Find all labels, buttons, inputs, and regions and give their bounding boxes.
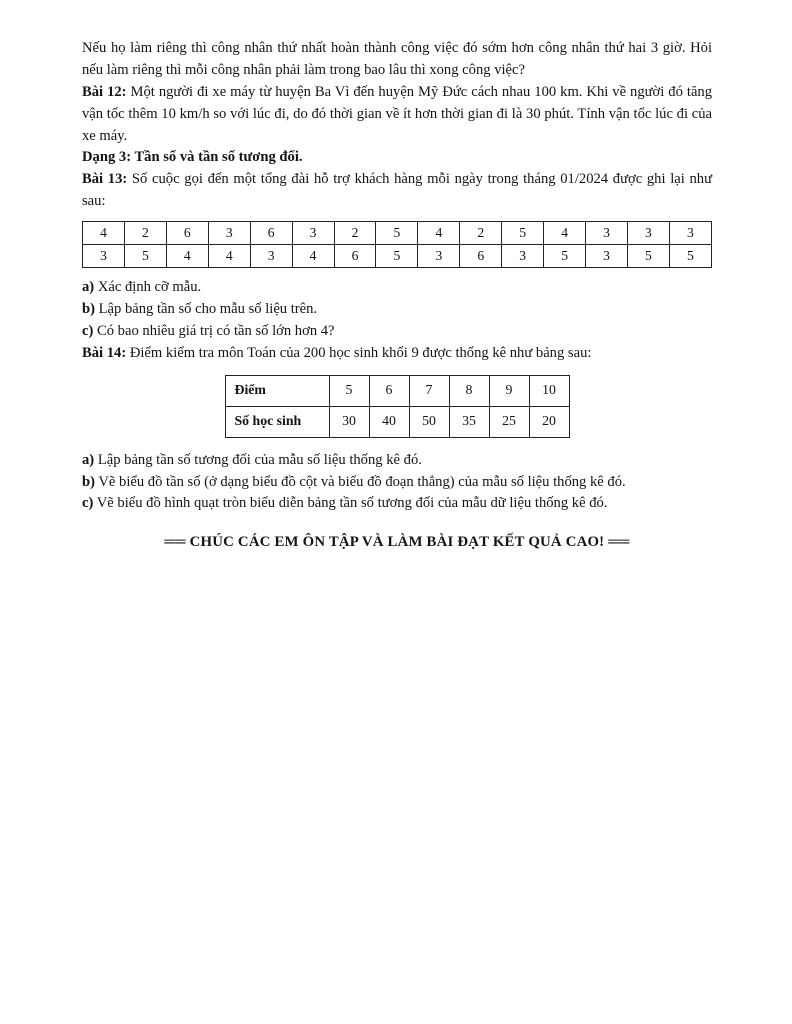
- table-cell: 4: [292, 245, 334, 268]
- table-cell: 6: [369, 375, 409, 406]
- table-cell: 5: [544, 245, 586, 268]
- problem-14-paragraph: [82, 343, 712, 365]
- problem-13-item-b: b) Lập bảng tần số cho mẫu số liệu trên.: [82, 301, 318, 318]
- problem-14-item-c: c) Vẽ biểu đồ hình quạt tròn biểu diễn bảng tần số tương đối của mẫu dữ liệu thống kê đó.: [82, 495, 608, 512]
- table-row: [83, 222, 712, 245]
- table-cell: 5: [502, 222, 544, 245]
- table-cell: 3: [586, 222, 628, 245]
- table-cell: 2: [460, 222, 502, 245]
- table-cell: 40: [369, 406, 409, 437]
- table-cell: 4: [418, 222, 460, 245]
- table-cell: 50: [409, 406, 449, 437]
- problem-13-item-c: c) Có bao nhiêu giá trị có tần số lớn hơn 4?: [82, 322, 335, 339]
- table-cell: 8: [449, 375, 489, 406]
- table-cell: 3: [250, 245, 292, 268]
- table-cell: 5: [329, 375, 369, 406]
- problem-14-item-a: a) Lập bảng tần số tương đối của mẫu số liệu thống kê đó.: [82, 451, 422, 468]
- problem-14-label: Bài 14:: [82, 344, 127, 361]
- table-cell: 3: [83, 245, 125, 268]
- closing-message: [82, 531, 712, 553]
- table-cell: 9: [489, 375, 529, 406]
- scores-data-table: [225, 375, 570, 438]
- table-row: [225, 375, 569, 406]
- problem-14-text: Điểm kiểm tra môn Toán của 200 học sinh khối 9 được thống kê như bảng sau:: [126, 344, 592, 361]
- problem-13-item-a: a) Xác định cỡ mẫu.: [82, 279, 202, 296]
- problem-12-paragraph: [82, 82, 712, 148]
- table-cell: 4: [208, 245, 250, 268]
- table-header-cell: Điểm: [225, 375, 329, 406]
- problem-12-label: Bài 12:: [82, 83, 127, 100]
- intro-paragraph: Nếu họ làm riêng thì công nhân thứ nhất hoàn thành công việc đó sớm hơn công nhân thứ hai 3 giờ. Hỏi nếu làm riêng thì mỗi công nhân phải làm trong bao lâu thì xong công việc?: [82, 40, 712, 78]
- problem-13-text: Số cuộc gọi đến một tổng đài hỗ trợ khách hàng mỗi ngày trong tháng 01/2024 được ghi lại như sau:: [82, 171, 712, 210]
- table-cell: 5: [669, 245, 711, 268]
- table-cell: 5: [627, 245, 669, 268]
- table-cell: 5: [376, 222, 418, 245]
- table-cell: 25: [489, 406, 529, 437]
- table-cell: 35: [449, 406, 489, 437]
- table-cell: 3: [627, 222, 669, 245]
- table-header-cell: Số học sinh: [225, 406, 329, 437]
- table-cell: 6: [334, 245, 376, 268]
- table-row: [225, 406, 569, 437]
- problem-13-label: Bài 13:: [82, 171, 128, 188]
- table-cell: 4: [83, 222, 125, 245]
- table-cell: 3: [292, 222, 334, 245]
- table-cell: 10: [529, 375, 569, 406]
- problem-14-item-b: b) Vẽ biểu đồ tần số (ở dạng biểu đồ cột và biểu đồ đoạn thẳng) của mẫu số liệu thống kê đó.: [82, 473, 626, 490]
- table-cell: 30: [329, 406, 369, 437]
- table-cell: 2: [124, 222, 166, 245]
- table-cell: 3: [586, 245, 628, 268]
- table-cell: 6: [250, 222, 292, 245]
- table-cell: 7: [409, 375, 449, 406]
- table-cell: 3: [669, 222, 711, 245]
- table-cell: 4: [166, 245, 208, 268]
- table-cell: 3: [418, 245, 460, 268]
- right-rule-decoration: ══: [608, 534, 630, 551]
- table-cell: 2: [334, 222, 376, 245]
- table-cell: 6: [460, 245, 502, 268]
- calls-data-table: [82, 221, 712, 268]
- section-heading: Dạng 3: Tần số và tần số tương đối.: [82, 149, 303, 166]
- problem-12-text: Một người đi xe máy từ huyện Ba Vì đến huyện Mỹ Đức cách nhau 100 km. Khi về người đó tăng vận tốc thêm 10 km/h so với lúc đi, do đó thời gian về ít hơn thời gian đi là 30 phút. Tính vận tốc lúc đi của xe máy.: [82, 83, 713, 144]
- table-cell: 6: [166, 222, 208, 245]
- problem-13-paragraph: [82, 169, 712, 213]
- closing-text: CHÚC CÁC EM ÔN TẬP VÀ LÀM BÀI ĐẠT KẾT QUẢ CAO!: [185, 534, 609, 551]
- table-cell: 3: [502, 245, 544, 268]
- table-cell: 5: [376, 245, 418, 268]
- left-rule-decoration: ══: [164, 534, 186, 551]
- table-cell: 20: [529, 406, 569, 437]
- table-row: [83, 245, 712, 268]
- table-cell: 4: [544, 222, 586, 245]
- table-cell: 3: [208, 222, 250, 245]
- table-cell: 5: [124, 245, 166, 268]
